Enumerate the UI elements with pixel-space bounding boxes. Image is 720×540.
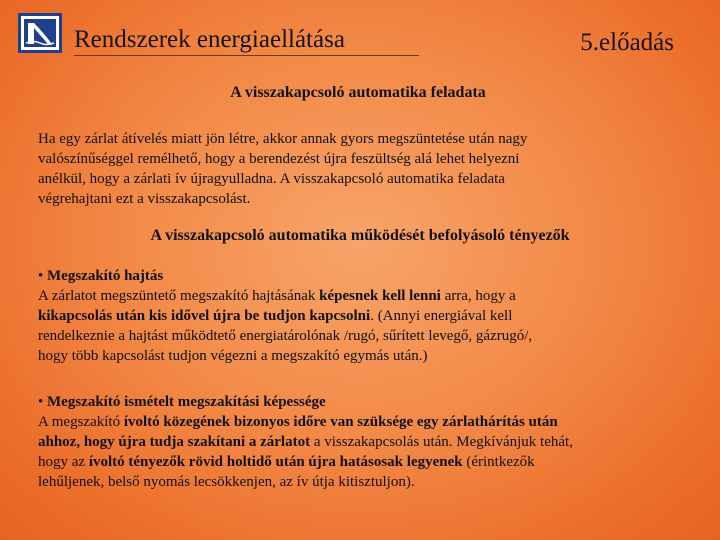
intro-line: Ha egy zárlat átívelés miatt jön létre, akkor annak gyors megszüntetése után nagy (38, 131, 528, 147)
title-underline (74, 55, 419, 56)
presentation-title: Rendszerek energiaellátása (74, 26, 345, 53)
emphasis-run: ívoltó közegének bizonyos időre van szüksége egy zárlathárítás után (123, 414, 558, 430)
factor-text-line (38, 432, 688, 452)
lecture-number: 5.előadás (580, 29, 674, 56)
text-run: A megszakító (38, 414, 124, 430)
factors-heading: A visszakapcsoló automatika működését befolyásoló tényezők (150, 227, 570, 244)
bullet: • (38, 268, 44, 284)
section-title: A visszakapcsoló automatika feladata (230, 84, 486, 101)
factor-text-line (38, 412, 688, 432)
text-run: . (Annyi energiával kell (370, 308, 513, 324)
bullet: • (38, 394, 44, 410)
text-run: (érintkezők (462, 454, 535, 470)
text-run: arra, hogy a (440, 288, 516, 304)
factor-text-line: hogy több kapcsolást tudjon végezni a megszakító egymás után.) (38, 348, 428, 364)
text-run: a visszakapcsolás után. Megkívánjuk tehát, (310, 434, 573, 450)
factor-text-line (38, 452, 688, 472)
intro-line: végrehajtani ezt a visszakapcsolást. (38, 191, 251, 207)
factor-text-line (38, 306, 688, 326)
intro-line: valószínűséggel remélhető, hogy a berendezést újra feszültség alá lehet helyezni (38, 151, 520, 167)
emphasis-run: ívoltó tényezők rövid holtidő után újra hatásosak legyenek (88, 454, 463, 470)
factor-text-line: lehűljenek, belső nyomás lecsökkenjen, az ív útja kitisztuljon). (38, 474, 415, 490)
factor-title: Megszakító ismételt megszakítási képessége (47, 394, 326, 410)
factor-repeated-breaking (38, 392, 688, 492)
intro-line: anélkül, hogy a zárlati ív újragyulladna. A visszakapcsoló automatika feladata (38, 171, 505, 187)
text-run: hogy az (38, 454, 89, 470)
intro-paragraph (38, 129, 688, 209)
factor-text-line (38, 286, 688, 306)
factor-title-line (38, 392, 688, 412)
factor-title: Megszakító hajtás (47, 268, 164, 284)
emphasis-run: képesnek kell lenni (319, 288, 441, 304)
emphasis-run: kikapcsolás után kis idővel újra be tudjon kapcsolni (38, 308, 371, 324)
emphasis-run: ahhoz, hogy újra tudja szakítani a zárlatot (38, 434, 311, 450)
university-logo-icon (18, 13, 62, 53)
factor-title-line (38, 266, 688, 286)
factor-text-line: rendelkeznie a hajtást működtető energiatárolónak /rugó, sűrített levegő, gázrugó/, (38, 328, 533, 344)
factor-breaker-drive (38, 266, 688, 366)
text-run: A zárlatot megszüntető megszakító hajtásának (38, 288, 320, 304)
